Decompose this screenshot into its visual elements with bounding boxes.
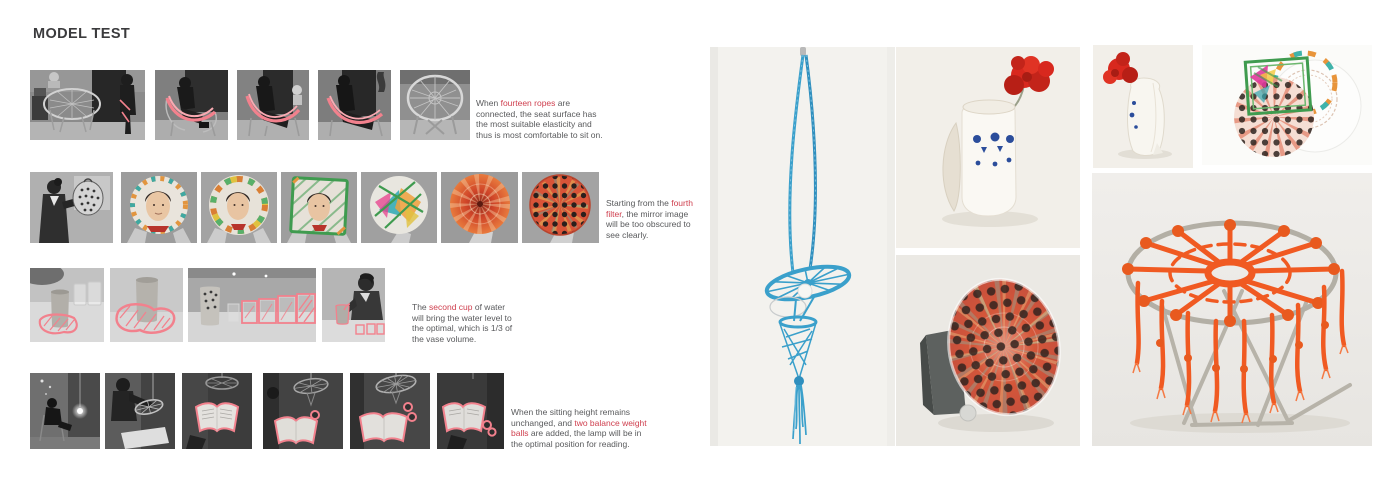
photo-chair-test-sitting-3: [318, 70, 391, 140]
caption-segment: unchanged, and: [511, 417, 575, 428]
photo-vase-test-pouring: [322, 268, 385, 342]
caption-segment: Starting from the: [606, 198, 672, 208]
caption-highlight: second cup: [429, 302, 473, 312]
caption-highlight: balls: [511, 428, 529, 438]
caption-segment: will be too obscured to: [606, 219, 691, 229]
caption-line: [606, 219, 693, 230]
photo-filter-holding-bw: [30, 172, 113, 243]
photo-chair-test-empty-front: [400, 70, 470, 140]
photo-mirror-filter-2: [201, 172, 277, 243]
caption-highlight: two balance weight: [574, 417, 647, 428]
caption-segment: the most suitable elasticity and: [476, 119, 592, 129]
photo-mirror-filter-6: [522, 172, 599, 243]
photo-mirror-filter-5: [441, 172, 518, 243]
photo-dotted-disc-lamp: [896, 255, 1080, 446]
caption-line: [412, 313, 512, 324]
photo-orange-rope-chair: [1092, 173, 1372, 446]
photo-lamp-test-6: [437, 373, 504, 449]
caption-line: [511, 418, 647, 429]
caption-segment: will bring the water level to: [412, 312, 512, 323]
caption-highlight: fourth: [671, 198, 693, 208]
photo-chair-test-sitting-1: [155, 70, 228, 140]
photo-vase-with-flower: [896, 47, 1080, 248]
caption-segment: When the sitting height remains: [511, 407, 631, 417]
photo-filters-on-mirror: [1202, 45, 1372, 165]
photo-mirror-filter-1: [121, 172, 197, 243]
photo-blue-macrame-lamp: [710, 47, 895, 446]
caption-segment: the optimal, which is 1/3 of: [412, 323, 513, 333]
caption-segment: connected, the seat surface has: [476, 108, 597, 119]
caption-row3: [412, 302, 512, 344]
caption-line: [511, 407, 647, 418]
caption-line: [412, 323, 512, 334]
photo-lamp-test-2: [105, 373, 175, 449]
caption-row4: [511, 407, 647, 449]
photo-lamp-test-5: [350, 373, 430, 449]
photo-chair-test-sitting-2: [237, 70, 309, 140]
caption-segment: are: [555, 98, 571, 108]
caption-line: [606, 209, 693, 220]
photo-mirror-filter-3: [281, 172, 357, 243]
caption-line: [511, 439, 647, 450]
caption-segment: are added, the lamp will be in: [528, 428, 642, 438]
caption-segment: thus is most comfortable to sit on.: [476, 129, 603, 140]
caption-line: [511, 428, 647, 439]
caption-segment: see clearly.: [606, 229, 649, 240]
caption-segment: the optimal position for reading.: [511, 438, 630, 449]
caption-line: [412, 302, 512, 313]
photo-lamp-test-4: [263, 373, 343, 449]
caption-segment: The: [412, 302, 430, 312]
caption-segment: When: [476, 98, 501, 108]
photo-lamp-test-1: [30, 373, 100, 449]
photo-vase-test-2: [110, 268, 183, 342]
caption-line: [476, 98, 603, 109]
photo-small-vase-flower: [1093, 45, 1193, 168]
caption-line: [476, 130, 603, 141]
caption-segment: of water: [472, 302, 506, 312]
caption-highlight: fourteen ropes: [500, 98, 556, 108]
photo-vase-test-cups-row: [188, 268, 316, 342]
caption-line: [476, 119, 603, 130]
caption-line: [476, 109, 603, 120]
caption-segment: , the mirror image: [621, 208, 689, 219]
photo-mirror-filter-4: [361, 172, 437, 243]
photo-chair-test-empty-side: [30, 70, 145, 140]
photo-vase-test-1: [30, 268, 104, 342]
caption-line: [606, 198, 693, 209]
page-title: MODEL TEST: [33, 26, 131, 42]
caption-line: [606, 230, 693, 241]
photo-lamp-test-3: [182, 373, 252, 449]
caption-segment: the vase volume.: [412, 333, 477, 344]
caption-row2: [606, 198, 693, 240]
caption-row1: [476, 98, 603, 140]
caption-line: [412, 334, 512, 345]
caption-highlight: filter: [606, 208, 622, 219]
